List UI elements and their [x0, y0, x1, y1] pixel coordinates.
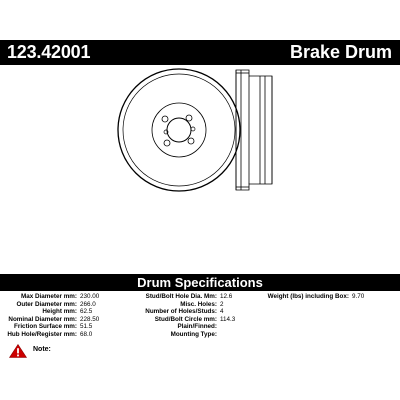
brake-drum-drawing	[0, 65, 400, 265]
stud-hole	[162, 116, 168, 122]
spec-label: Weight (lbs) including Box:	[267, 293, 349, 300]
center-bore	[167, 118, 191, 142]
warning-triangle-icon	[9, 344, 27, 358]
spec-row	[255, 293, 364, 301]
spec-row	[0, 301, 99, 309]
drum-outer-rim	[118, 69, 240, 191]
spec-label: Friction Surface mm:	[14, 323, 77, 331]
drum-side-view	[236, 70, 272, 190]
spec-value: 12.6	[220, 293, 233, 300]
spec-row	[0, 323, 99, 331]
spec-row	[120, 316, 235, 324]
spec-row	[0, 308, 99, 316]
spec-label: Max Diameter mm:	[21, 293, 77, 300]
stud-hole	[188, 138, 194, 144]
specs-column-1	[0, 293, 99, 339]
spec-row	[0, 331, 99, 339]
spec-label: Plain/Finned:	[177, 323, 217, 331]
spec-value: 230.00	[80, 293, 100, 300]
specs-column-3	[255, 293, 364, 301]
spec-row	[120, 293, 235, 301]
specifications-title: Drum Specifications	[137, 275, 263, 290]
part-type: Brake Drum	[289, 42, 392, 62]
spec-row	[120, 331, 235, 339]
spec-value: 62.5	[80, 308, 93, 316]
spec-row	[120, 301, 235, 309]
note-label: Note:	[33, 346, 51, 353]
spec-label: Height mm:	[42, 308, 77, 316]
specs-column-2	[120, 293, 235, 339]
spec-row	[120, 323, 235, 331]
stud-hole	[164, 140, 170, 146]
spec-value: 51.5	[80, 323, 93, 331]
drum-front-view	[118, 69, 240, 191]
spec-row	[0, 293, 99, 301]
spec-value: 228.50	[80, 315, 100, 323]
spec-label: Mounting Type:	[170, 330, 217, 338]
spec-value: 114.3	[220, 315, 236, 323]
spec-label: Stud/Bolt Hole Dia. Mm:	[145, 293, 217, 300]
specifications-bar	[0, 274, 400, 291]
spec-value: 68.0	[80, 330, 93, 338]
spec-label: Number of Holes/Studs:	[145, 308, 217, 316]
spec-row	[0, 316, 99, 324]
spec-label: Hub Hole/Register mm:	[7, 330, 77, 338]
spec-label: Nominal Diameter mm:	[8, 315, 77, 323]
part-number: 123.42001	[7, 42, 91, 62]
stud-hole	[186, 115, 192, 121]
spec-label: Stud/Bolt Circle mm:	[154, 315, 217, 323]
spec-label: Outer Diameter mm:	[16, 300, 77, 308]
spec-value: 9.70	[352, 293, 365, 300]
drum-inner-rim	[123, 74, 235, 186]
spec-label: Misc. Holes:	[180, 300, 217, 308]
spec-row	[120, 308, 235, 316]
spec-value: 2	[220, 300, 224, 308]
spec-value: 266.0	[80, 300, 96, 308]
title-bar	[0, 40, 400, 65]
spec-value: 4	[220, 308, 224, 316]
hub-hat	[152, 103, 206, 157]
misc-hole	[191, 127, 195, 131]
